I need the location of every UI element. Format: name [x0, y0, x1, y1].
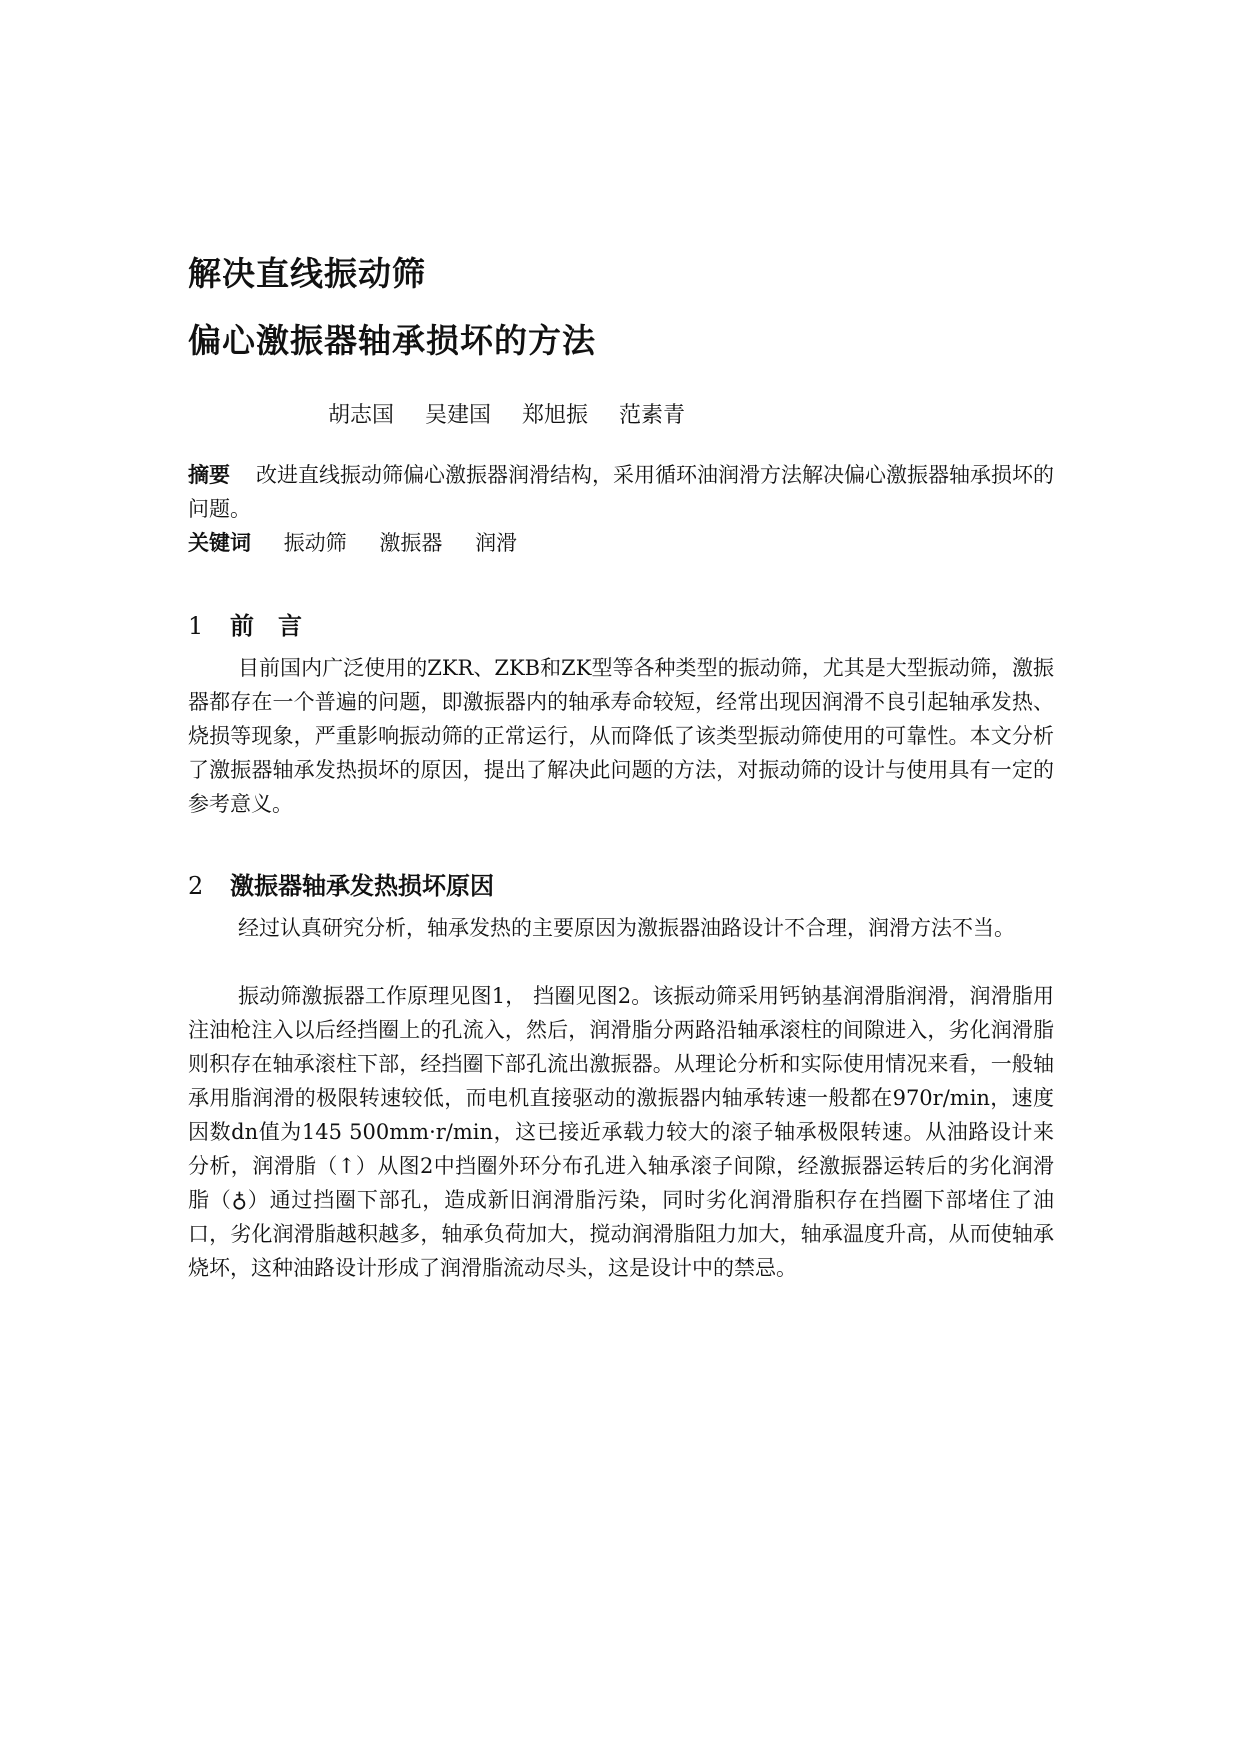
keyword: 振动筛 [283, 531, 347, 555]
abstract-label: 摘要 [188, 463, 230, 487]
author: 吴建国 [425, 403, 492, 428]
keywords-label: 关键词 [188, 531, 251, 555]
section-2-paragraph-1: 经过认真研究分析，轴承发热的主要原因为激振器油路设计不合理，润滑方法不当。 [238, 916, 1015, 940]
section-2-paragraph-2: 振动筛激振器工作原理见图1， 挡圈见图2。该振动筛采用钙钠基润滑脂润滑，润滑脂用注油枪注入以后经挡圈上的孔流入，然后，润滑脂分两路沿轴承滚柱的间隙进入，劣化润滑脂则积存在轴承滚柱下部，经挡圈下部孔流出激振器。从理论分析和实际使用情况来看，一般轴承用脂润滑的极限转速较低，而电机直接驱动的激振器内轴承转速一般都在970r/min，速度因数dn值为145 500mm·r/min，这已接近承载力较大的滚子轴承极限转速。从油路设计来分析，润滑脂（↑）从图2中挡圈外环分布孔进入轴承滚子间隙，经激振器运转后的劣化润滑脂（♁）通过挡圈下部孔，造成新旧润滑脂污染，同时劣化润滑脂积存在挡圈下部堵住了油口，劣化润滑脂越积越多，轴承负荷加大，搅动润滑脂阻力加大，轴承温度升高，从而使轴承烧坏，这种油路设计形成了润滑脂流动尽头，这是设计中的禁忌。 [188, 984, 1054, 1280]
section-title: 激振器轴承发热损坏原因 [230, 872, 494, 900]
author: 范素青 [619, 403, 686, 428]
abstract [188, 458, 1054, 526]
author-list [328, 398, 709, 429]
abstract-text: 改进直线振动筛偏心激振器润滑结构，采用循环油润滑方法解决偏心激振器轴承损坏的问题。 [188, 463, 1054, 521]
keywords [188, 526, 1054, 560]
title-line-1: 解决直线振动筛 [188, 254, 426, 293]
section-heading-1 [188, 606, 302, 641]
author: 郑旭振 [522, 403, 589, 428]
keyword: 激振器 [379, 531, 443, 555]
keyword: 润滑 [475, 531, 518, 555]
title-line-2: 偏心激振器轴承损坏的方法 [188, 321, 596, 360]
section-number: 1 [188, 612, 204, 640]
section-1-paragraph-1: 目前国内广泛使用的ZKR、ZKB和ZK型等各种类型的振动筛，尤其是大型振动筛，激振器都存在一个普遍的问题，即激振器内的轴承寿命较短，经常出现因润滑不良引起轴承发热、烧损等现象，严重影响振动筛的正常运行，从而降低了该类型振动筛使用的可靠性。本文分析了激振器轴承发热损坏的原因，提出了解决此问题的方法，对振动筛的设计与使用具有一定的参考意义。 [188, 656, 1054, 816]
section-number: 2 [188, 872, 204, 900]
section-title: 前 言 [230, 612, 302, 640]
author: 胡志国 [328, 403, 395, 428]
section-heading-2 [188, 866, 494, 901]
